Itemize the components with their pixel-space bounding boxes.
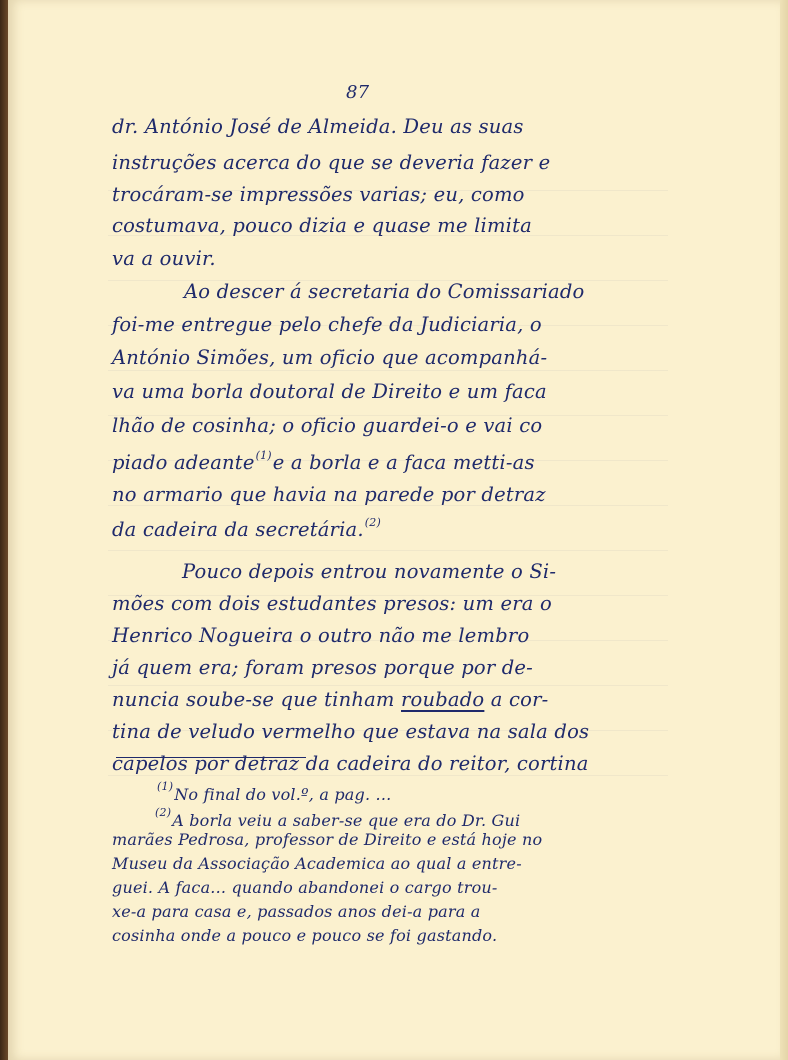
body-line-18-start: nuncia soube-se que tinham [112,688,395,711]
body-line-11-start: piado adeante [112,451,255,474]
footnote-1 [156,780,391,804]
body-line-13 [112,516,382,541]
footnote-2-line-6: cosinha onde a pouco e pouco se foi gastando. [112,926,498,945]
body-line-6: Ao descer á secretaria do Comissariado [184,280,585,303]
body-line-2: instruções acerca do que se deveria fazer e [112,151,551,174]
manuscript-page [8,0,780,1060]
footnote-separator [116,757,306,758]
underlined-word: roubado [401,688,485,711]
footnote-2-text: A borla veiu a saber-se que era do Dr. Gui [172,811,521,830]
footnote-2-line-5: xe-a para casa e, passados anos dei-a para a [112,902,481,921]
body-line-19: tina de veludo vermelho que estava na sala dos [112,720,590,743]
footnote-2-line-4: guei. A faca... quando abandonei o cargo trou- [112,878,498,897]
body-line-11-end: e a borla e a faca metti-as [272,451,535,474]
body-line-14: Pouco depois entrou novamente o Si- [182,560,557,583]
page-edge [780,0,788,1060]
body-line-10: lhão de cosinha; o oficio guardei-o e vai co [112,414,543,437]
footnote-2-line-1 [154,806,520,830]
body-line-5: va a ouvir. [112,247,216,270]
body-line-3: trocáram-se impressões varias; eu, como [112,183,525,206]
body-line-4: costumava, pouco dizia e quase me limita [112,214,532,237]
body-line-7: foi-me entregue pelo chefe da Judiciaria, o [112,313,542,336]
body-line-17: já quem era; foram presos porque por de- [112,656,533,679]
footnote-1-text: No final do vol.º, a pag. ... [174,785,392,804]
body-line-15: mões com dois estudantes presos: um era o [112,592,552,615]
footnote-1-marker: (1) [157,780,174,793]
body-line-9: va uma borla doutoral de Direito e um faca [112,380,547,403]
page-number: 87 [346,82,370,103]
body-line-16: Henrico Nogueira o outro não me lembro [112,624,530,647]
body-line-11 [112,449,535,474]
footnote-2-line-2: marães Pedrosa, professor de Direito e está hoje no [112,830,543,849]
body-line-18 [112,688,548,711]
footnote-ref-2: (2) [364,516,381,529]
body-line-12: no armario que havia na parede por detraz [112,483,546,506]
footnote-ref-1: (1) [255,449,272,462]
body-line-1: dr. António José de Almeida. Deu as suas [112,115,524,138]
body-line-18-end: a cor- [490,688,549,711]
footnote-2-marker: (2) [155,806,172,819]
body-line-8: António Simões, um oficio que acompanhá- [112,346,548,369]
footnote-2-line-3: Museu da Associação Academica ao qual a entre- [112,854,522,873]
body-line-20: capelos por detraz da cadeira do reitor, cortina [112,752,589,775]
body-line-13-text: da cadeira da secretária. [112,518,364,541]
